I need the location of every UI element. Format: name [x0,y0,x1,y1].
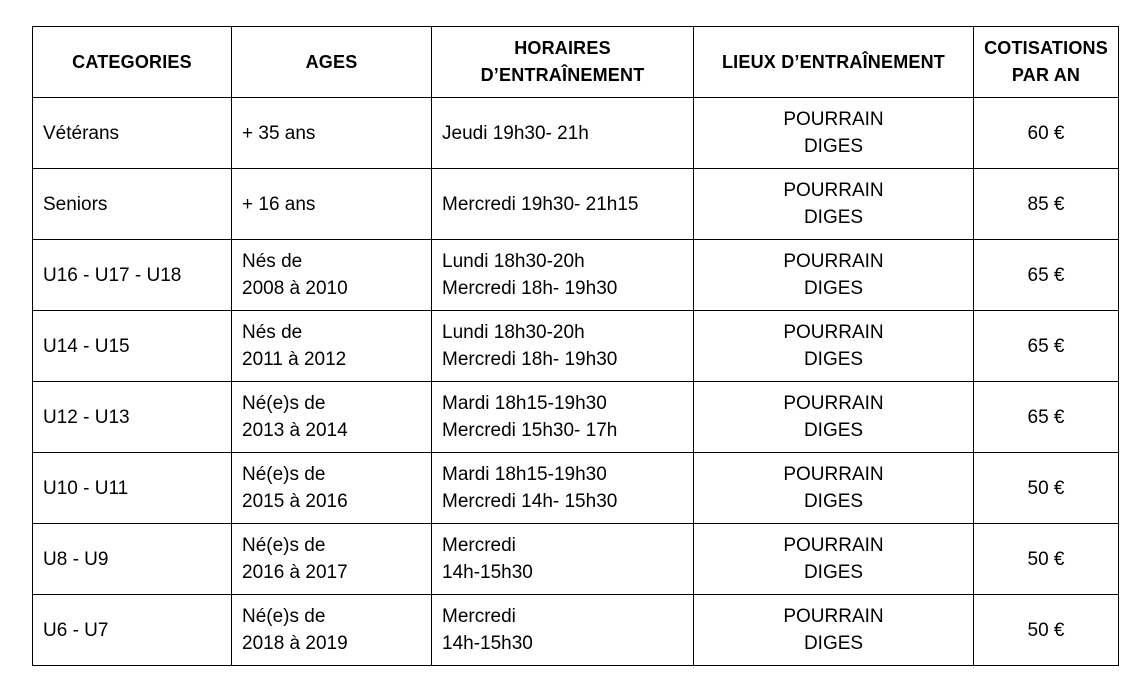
ages-line: 2018 à 2019 [242,633,348,654]
lieux-line: DIGES [803,633,864,654]
horaires-line: Lundi 18h30-20h [442,251,585,272]
lieux-cell [694,524,974,595]
horaires-cell [432,524,694,595]
category-cell: U10 - U11 [33,453,232,524]
horaires-line: 14h-15h30 [442,562,533,583]
cotisation-cell: 50 € [974,595,1119,666]
header-cotisations-line2: PAR AN [1011,65,1081,85]
cotisation-cell: 65 € [974,311,1119,382]
header-ages: AGES [232,27,432,98]
ages-line: Né(e)s de [242,606,326,627]
lieux-line: POURRAIN [783,322,884,343]
horaires-line: Mercredi 18h- 19h30 [442,278,618,299]
table-row [33,169,1119,240]
horaires-line: Lundi 18h30-20h [442,322,585,343]
ages-line: 2008 à 2010 [242,278,348,299]
ages-cell [232,453,432,524]
ages-line: 2015 à 2016 [242,491,348,512]
ages-line: 2013 à 2014 [242,420,348,441]
ages-line: Né(e)s de [242,464,326,485]
lieux-line: DIGES [803,278,864,299]
lieux-cell [694,382,974,453]
header-horaires [432,27,694,98]
cotisation-cell: 85 € [974,169,1119,240]
ages-cell [232,382,432,453]
ages-line: 2016 à 2017 [242,562,348,583]
table-row [33,382,1119,453]
lieux-line: DIGES [803,420,864,441]
horaires-cell [432,240,694,311]
table-header [33,27,1119,98]
category-cell: Seniors [33,169,232,240]
training-schedule-table [32,26,1119,666]
table-row [33,524,1119,595]
horaires-line: Mardi 18h15-19h30 [442,464,607,485]
horaires-line: Mercredi 18h- 19h30 [442,349,618,370]
table-row [33,240,1119,311]
horaires-line: Jeudi 19h30- 21h [442,122,589,144]
horaires-cell [432,382,694,453]
lieux-line: POURRAIN [783,535,884,556]
header-row [33,27,1119,98]
lieux-line: POURRAIN [783,393,884,414]
horaires-cell [432,595,694,666]
horaires-line: Mercredi [442,535,516,556]
header-categories: CATEGORIES [33,27,232,98]
ages-line: Nés de [242,251,303,272]
lieux-cell [694,98,974,169]
lieux-cell [694,240,974,311]
table-row [33,595,1119,666]
lieux-line: POURRAIN [783,180,884,201]
ages-cell [232,311,432,382]
lieux-line: POURRAIN [783,109,884,130]
category-cell: U12 - U13 [33,382,232,453]
lieux-cell [694,311,974,382]
horaires-line: Mercredi [442,606,516,627]
ages-line: 2011 à 2012 [242,349,347,370]
ages-line: + 16 ans [242,193,316,215]
horaires-line: Mercredi 19h30- 21h15 [442,193,639,215]
lieux-line: DIGES [803,349,864,370]
ages-cell [232,98,432,169]
cotisation-cell: 65 € [974,240,1119,311]
horaires-line: Mardi 18h15-19h30 [442,393,607,414]
horaires-cell [432,311,694,382]
category-cell: U16 - U17 - U18 [33,240,232,311]
cotisation-cell: 65 € [974,382,1119,453]
table-row [33,453,1119,524]
category-cell: Vétérans [33,98,232,169]
header-lieux: LIEUX D’ENTRAÎNEMENT [694,27,974,98]
table-row [33,98,1119,169]
lieux-line: DIGES [803,136,864,157]
horaires-cell [432,169,694,240]
horaires-cell [432,453,694,524]
horaires-line: 14h-15h30 [442,633,533,654]
table-row [33,311,1119,382]
ages-line: Né(e)s de [242,393,326,414]
lieux-line: POURRAIN [783,464,884,485]
category-cell: U6 - U7 [33,595,232,666]
header-cotisations-line1: COTISATIONS [984,38,1108,58]
category-cell: U8 - U9 [33,524,232,595]
header-horaires-line1: HORAIRES [514,38,611,58]
header-cotisations [974,27,1119,98]
lieux-line: DIGES [803,207,864,228]
ages-cell [232,169,432,240]
ages-line: + 35 ans [242,122,316,144]
ages-line: Né(e)s de [242,535,326,556]
cotisation-cell: 50 € [974,524,1119,595]
header-horaires-line2: D’ENTRAÎNEMENT [480,65,645,85]
category-cell: U14 - U15 [33,311,232,382]
horaires-cell [432,98,694,169]
table-body [33,98,1119,666]
horaires-line: Mercredi 14h- 15h30 [442,491,618,512]
cotisation-cell: 50 € [974,453,1119,524]
lieux-cell [694,453,974,524]
horaires-line: Mercredi 15h30- 17h [442,420,618,441]
lieux-cell [694,595,974,666]
ages-cell [232,240,432,311]
schedule-table-container [32,26,1119,666]
ages-cell [232,524,432,595]
lieux-line: DIGES [803,562,864,583]
ages-line: Nés de [242,322,303,343]
cotisation-cell: 60 € [974,98,1119,169]
lieux-cell [694,169,974,240]
ages-cell [232,595,432,666]
lieux-line: DIGES [803,491,864,512]
lieux-line: POURRAIN [783,606,884,627]
lieux-line: POURRAIN [783,251,884,272]
